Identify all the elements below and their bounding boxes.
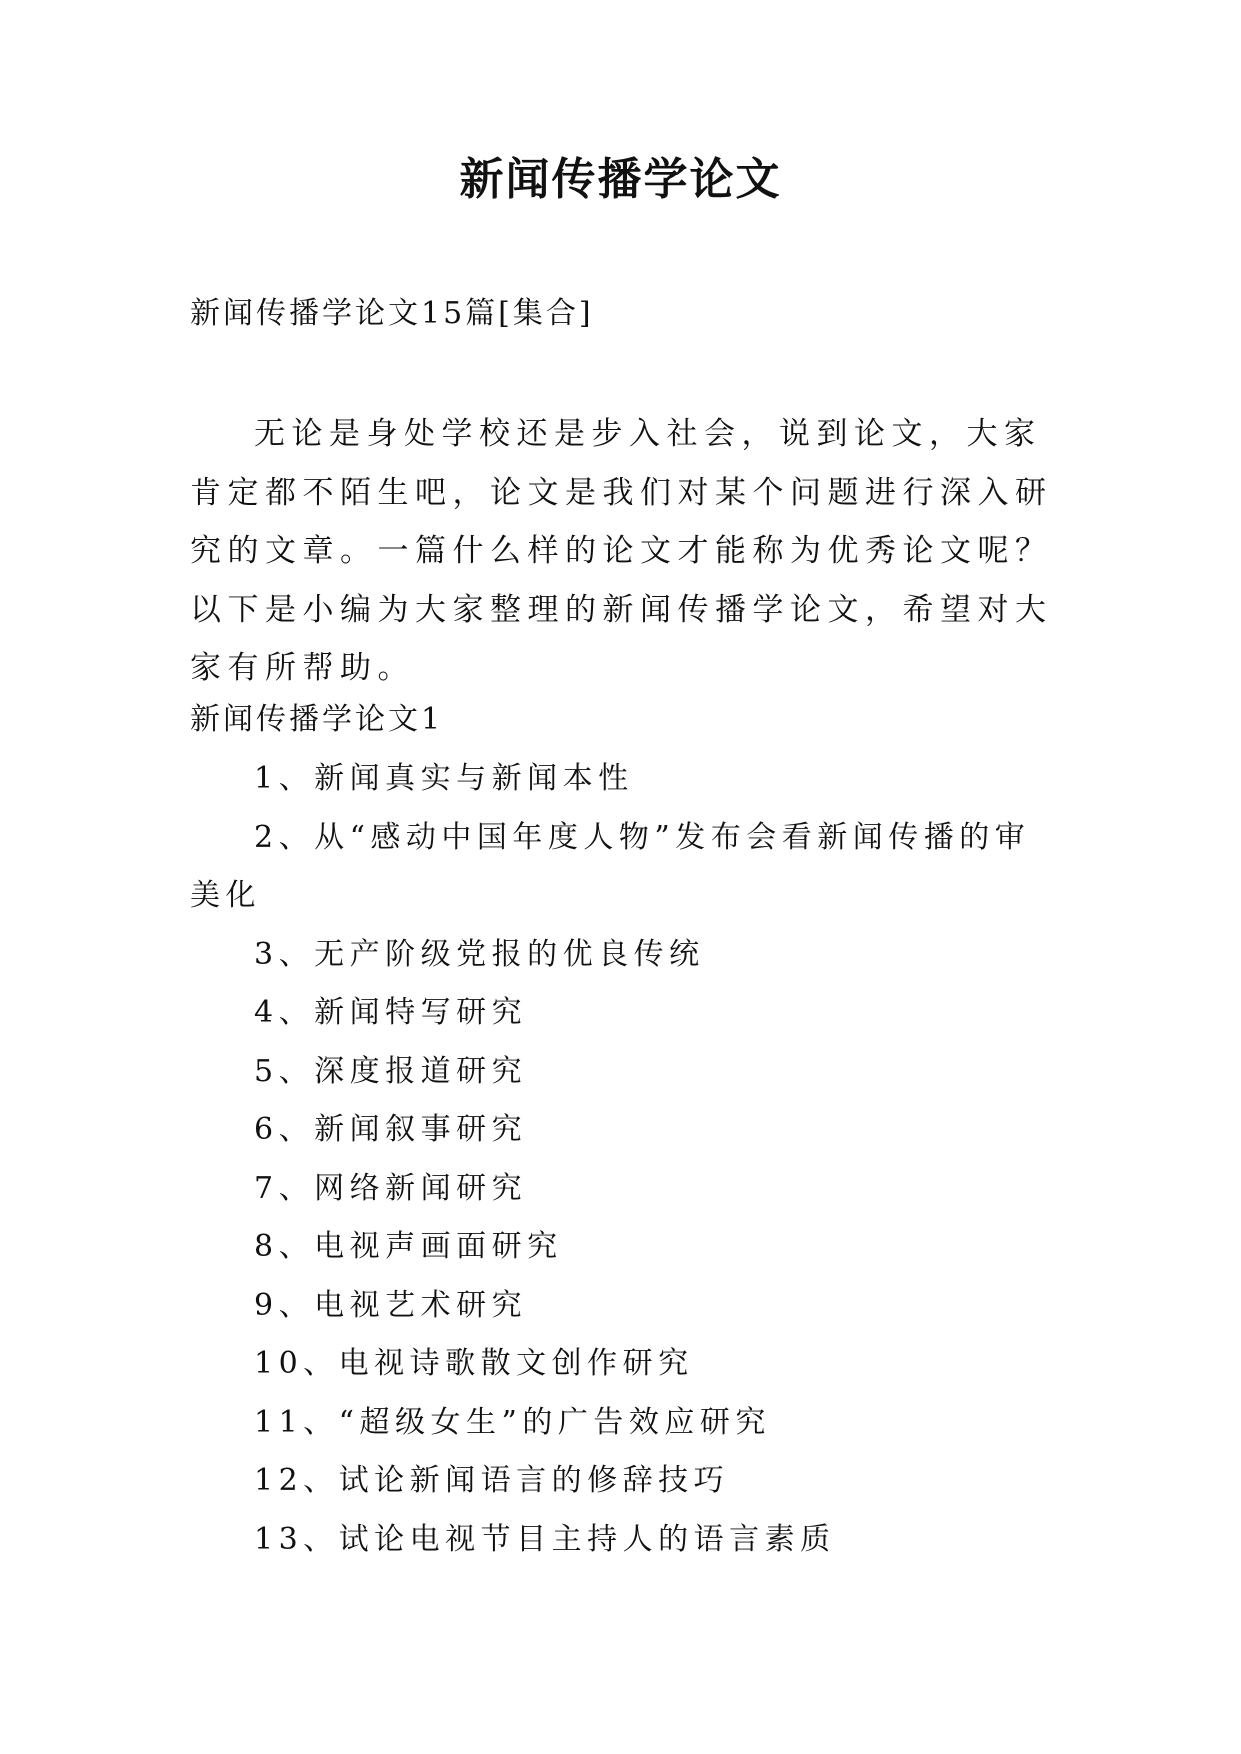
topic-item: 6、新闻叙事研究 (254, 1112, 528, 1147)
topic-item: 12、试论新闻语言的修辞技巧 (254, 1463, 730, 1498)
topic-item: 5、深度报道研究 (254, 1053, 528, 1089)
topic-item: 2、从“感动中国年度人物”发布会看新闻传播的审美化 (190, 819, 1031, 913)
document-subtitle: 新闻传播学论文15篇[集合] (190, 296, 594, 331)
section-heading: 新闻传播学论文1 (190, 702, 444, 737)
topic-item: 11、“超级女生”的广告效应研究 (254, 1404, 771, 1440)
topic-item: 9、电视艺术研究 (254, 1287, 528, 1323)
topic-item: 4、新闻特写研究 (254, 995, 528, 1030)
topic-item: 7、网络新闻研究 (254, 1170, 528, 1206)
topic-item: 10、电视诗歌散文创作研究 (254, 1346, 694, 1381)
topic-item: 1、新闻真实与新闻本性 (254, 761, 634, 796)
intro-paragraph: 无论是身处学校还是步入社会，说到论文，大家肯定都不陌生吧，论文是我们对某个问题进行深入研究的文章。一篇什么样的论文才能称为优秀论文呢？以下是小编为大家整理的新闻传播学论文，希望对大家有所帮助。 (190, 416, 1053, 686)
topic-list (190, 750, 1055, 1569)
topic-item: 3、无产阶级党报的优良传统 (254, 936, 705, 972)
topic-item: 13、试论电视节目主持人的语言素质 (254, 1521, 836, 1557)
topic-item: 8、电视声画面研究 (254, 1229, 563, 1264)
document-title: 新闻传播学论文 (459, 154, 782, 205)
